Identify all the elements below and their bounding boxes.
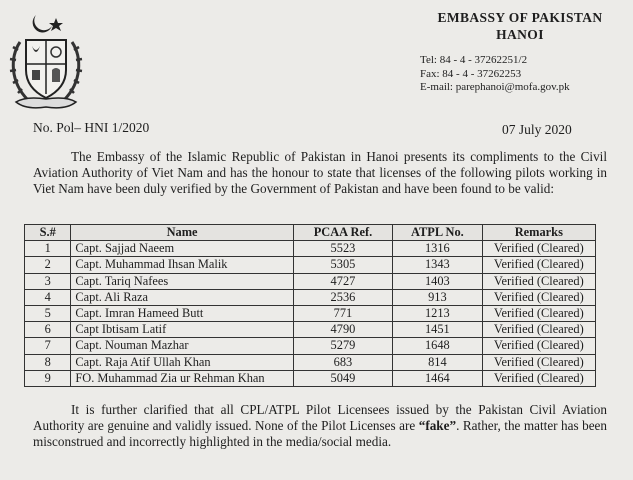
cell-remarks: Verified (Cleared)	[482, 273, 595, 289]
header-serial: S.#	[25, 225, 71, 241]
cell-remarks: Verified (Cleared)	[482, 338, 595, 354]
cell-serial: 7	[25, 338, 71, 354]
cell-serial: 1	[25, 241, 71, 257]
cell-serial: 2	[25, 257, 71, 273]
cell-serial: 3	[25, 273, 71, 289]
closing-text-after: . Rather, the matter has been misconstrued and incorrectly highlighted in the media/social media.	[33, 418, 608, 449]
cell-name: Capt. Imran Hameed Butt	[71, 305, 293, 321]
reference-number: No. Pol– HNI 1/2020	[33, 120, 150, 135]
table-row	[25, 289, 596, 305]
table-row	[25, 305, 596, 321]
pilot-verification-table	[24, 224, 596, 387]
cell-remarks: Verified (Cleared)	[482, 289, 595, 305]
cell-name: Capt. Ali Raza	[71, 289, 293, 305]
cell-remarks: Verified (Cleared)	[482, 305, 595, 321]
intro-text: The Embassy of the Islamic Republic of Pakistan in Hanoi presents its compliments to the Civil Aviation Authority of Viet Nam and has the honour to state that licenses of the following pilots working in Viet Nam have been duly verified by the Government of Pakistan and have been found to be valid:	[33, 149, 607, 196]
table-row	[25, 241, 596, 257]
table-row	[25, 338, 596, 354]
cell-atpl-no: 1403	[393, 273, 483, 289]
cell-name: Capt. Nouman Mazhar	[71, 338, 293, 354]
state-emblem-icon	[6, 12, 86, 112]
table-row	[25, 370, 596, 386]
cell-serial: 4	[25, 289, 71, 305]
cell-name: Capt. Tariq Nafees	[71, 273, 293, 289]
header-remarks: Remarks	[482, 225, 595, 241]
letter-date: 07 July 2020	[502, 122, 572, 137]
cell-pcaa-ref: 683	[293, 354, 392, 370]
embassy-name: EMBASSY OF PAKISTAN	[437, 10, 603, 25]
cell-atpl-no: 1451	[393, 322, 483, 338]
cell-serial: 5	[25, 305, 71, 321]
cell-name: Capt. Sajjad Naeem	[71, 241, 293, 257]
cell-pcaa-ref: 4727	[293, 273, 392, 289]
cell-atpl-no: 1213	[393, 305, 483, 321]
intro-paragraph	[33, 149, 607, 197]
embassy-city: HANOI	[496, 27, 544, 42]
cell-name: Capt. Muhammad Ihsan Malik	[71, 257, 293, 273]
cell-atpl-no: 1316	[393, 241, 483, 257]
cell-atpl-no: 1464	[393, 370, 483, 386]
cell-pcaa-ref: 5523	[293, 241, 392, 257]
cell-remarks: Verified (Cleared)	[482, 241, 595, 257]
cell-atpl-no: 814	[393, 354, 483, 370]
cell-remarks: Verified (Cleared)	[482, 257, 595, 273]
header-atpl-no: ATPL No.	[393, 225, 483, 241]
cell-serial: 6	[25, 322, 71, 338]
closing-emphasis: “fake”	[418, 418, 457, 433]
table-row	[25, 322, 596, 338]
cell-pcaa-ref: 4790	[293, 322, 392, 338]
closing-paragraph	[33, 402, 607, 450]
table-row	[25, 354, 596, 370]
fax: Fax: 84 - 4 - 37262253	[420, 67, 522, 80]
cell-remarks: Verified (Cleared)	[482, 322, 595, 338]
cell-remarks: Verified (Cleared)	[482, 370, 595, 386]
cell-pcaa-ref: 2536	[293, 289, 392, 305]
cell-name: Capt. Raja Atif Ullah Khan	[71, 354, 293, 370]
cell-atpl-no: 913	[393, 289, 483, 305]
header-name: Name	[71, 225, 293, 241]
cell-atpl-no: 1343	[393, 257, 483, 273]
email: E-mail: parephanoi@mofa.gov.pk	[420, 81, 570, 93]
cell-serial: 8	[25, 354, 71, 370]
cell-atpl-no: 1648	[393, 338, 483, 354]
telephone: Tel: 84 - 4 - 37262251/2	[420, 54, 528, 66]
cell-name: FO. Muhammad Zia ur Rehman Khan	[71, 370, 293, 386]
table-row	[25, 257, 596, 273]
cell-name: Capt Ibtisam Latif	[71, 322, 293, 338]
cell-pcaa-ref: 5305	[293, 257, 392, 273]
cell-serial: 9	[25, 370, 71, 386]
cell-pcaa-ref: 5279	[293, 338, 392, 354]
cell-pcaa-ref: 5049	[293, 370, 392, 386]
cell-pcaa-ref: 771	[293, 305, 392, 321]
closing-text-before: It is further clarified that all CPL/ATPL Pilot Licensees issued by the Pakistan Civil Aviation Authority are genuine and validly issued. None of the Pilot Licenses are	[33, 402, 607, 433]
contact-block	[420, 54, 570, 95]
header-pcaa-ref: PCAA Ref.	[293, 225, 392, 241]
table-header-row	[25, 225, 596, 241]
table-row	[25, 273, 596, 289]
cell-remarks: Verified (Cleared)	[482, 354, 595, 370]
